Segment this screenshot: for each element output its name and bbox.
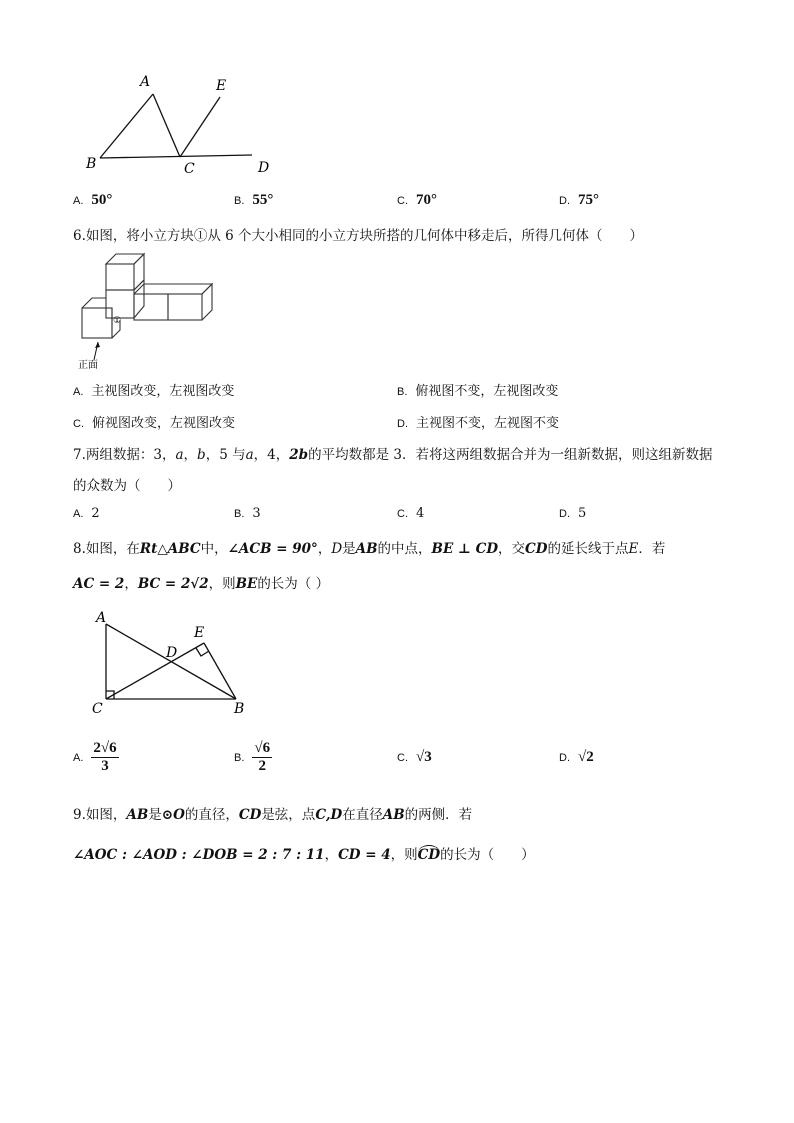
point-label-b: B (234, 701, 245, 717)
q9-stem: 9.如图，AB是⊙O的直径，CD是弦，点C,D在直径AB的两侧．若 (73, 807, 473, 823)
q6-option-b[interactable]: B. 俯视图不变，左视图改变 (397, 384, 559, 399)
point-label-d: D (166, 645, 178, 661)
q8-stem: 8.如图，在Rt△ABC中，∠ACB = 90°，D是AB的中点，BE ⊥ CD，交CD的延长线于点E．若 (73, 541, 666, 557)
point-label-d: D (258, 160, 270, 176)
point-label-b: B (86, 156, 97, 172)
q5-option-a[interactable]: A. 50° (73, 192, 113, 208)
arc-cd: CD (417, 847, 441, 863)
front-label: 正面 (78, 360, 98, 370)
q6-option-c[interactable]: C. 俯视图改变，左视图改变 (73, 416, 236, 431)
q8-option-a[interactable]: A. $\frac{2√6}{3}$ (73, 740, 117, 774)
point-label-a: A (140, 74, 151, 90)
figure-triangle-ray (80, 70, 280, 180)
q7-option-b[interactable]: B. 3 (234, 506, 261, 521)
q5-option-d[interactable]: D. 75° (559, 192, 599, 208)
q8-option-b[interactable]: B. $\frac{√6}{2}$ (234, 740, 271, 774)
q8-stem-line2: AC = 2，BC = 2√2，则BE的长为（ ） (73, 576, 330, 592)
q7-option-d[interactable]: D. 5 (559, 506, 587, 521)
q6-stem: 6.如图，将小立方块①从 6 个大小相同的小立方块所搭的几何体中移走后，所得几何体（ ） (73, 228, 644, 244)
point-label-e: E (216, 78, 227, 94)
q6-option-a[interactable]: A. 主视图改变，左视图改变 (73, 384, 235, 399)
q7-option-c[interactable]: C. 4 (397, 506, 425, 521)
cube-marker: ① (113, 316, 122, 326)
q8-option-d[interactable]: D. √2 (559, 749, 594, 765)
point-label-c: C (92, 701, 103, 717)
figure-cubes (72, 250, 232, 370)
q7-option-a[interactable]: A. 2 (73, 506, 100, 521)
figure-right-triangle (88, 606, 258, 718)
point-label-e: E (194, 625, 205, 641)
q6-option-d[interactable]: D. 主视图不变，左视图不变 (397, 416, 560, 431)
q7-stem: 7.两组数据：3，a，b，5 与a，4，2b的平均数都是 3．若将这两组数据合并为一组新数据，则这组新数据 (73, 447, 713, 463)
q7-stem-line2: 的众数为（ ） (73, 478, 181, 494)
q5-option-c[interactable]: C. 70° (397, 192, 437, 208)
point-label-c: C (184, 161, 195, 177)
q8-option-c[interactable]: C. √3 (397, 749, 432, 765)
point-label-a: A (96, 610, 107, 626)
q9-stem-line2: ∠AOC : ∠AOD : ∠DOB = 2 : 7 : 11，CD = 4，则CD的长为（ ） (73, 847, 535, 863)
q5-option-b[interactable]: B. 55° (234, 192, 274, 208)
